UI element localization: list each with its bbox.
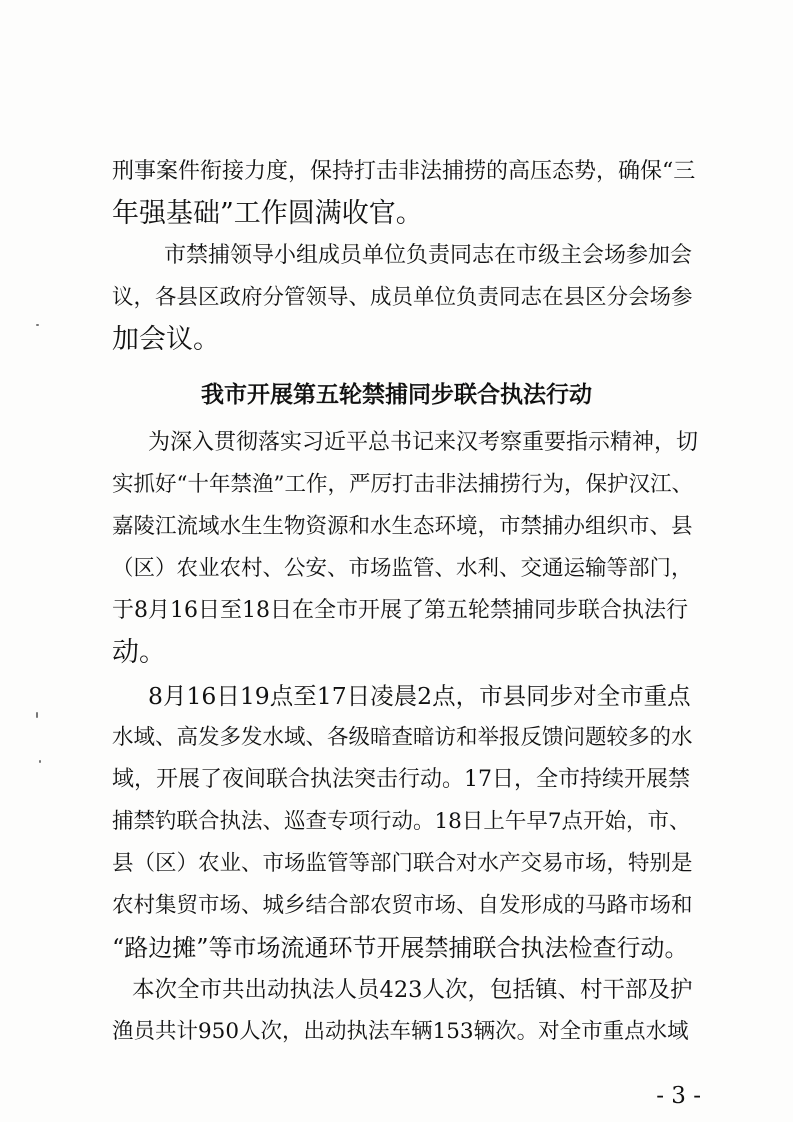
scan-speck xyxy=(39,760,41,763)
text-line: 本次全市共出动执法人员423人次，包括镇、村干部及护 xyxy=(132,977,693,1003)
text-line: 为深入贯彻落实习近平总书记来汉考察重要指示精神，切 xyxy=(148,430,699,455)
text-line: 农村集贸市场、城乡结合部农贸市场、自发形成的马路市场和 xyxy=(112,893,693,918)
text-line: 渔员共计950人次，出动执法车辆153辆次。对全市重点水域 xyxy=(112,1019,689,1044)
text-line: 于8月16日至18日在全市开展了第五轮禁捕同步联合执法行 xyxy=(112,598,688,623)
text-line: 捕禁钓联合执法、巡查专项行动。18日上午早7点开始，市、 xyxy=(112,809,691,834)
scan-speck xyxy=(36,324,39,326)
text-line: 嘉陵江流域水生生物资源和水生态环境，市禁捕办组织市、县 xyxy=(112,514,693,539)
text-line: 动。 xyxy=(112,637,166,668)
text-line: （区）农业农村、公安、市场监管、水利、交通运输等部门， xyxy=(112,556,693,581)
text-line: 域，开展了夜间联合执法突击行动。17日，全市持续开展禁 xyxy=(112,767,690,792)
scan-speck xyxy=(36,712,38,718)
text-line: 市禁捕领导小组成员单位负责同志在市级主会场参加会 xyxy=(164,243,693,268)
page-number: - 3 - xyxy=(656,1083,701,1109)
section-heading: 我市开展第五轮禁捕同步联合执法行动 xyxy=(201,382,592,408)
text-line: 加会议。 xyxy=(112,324,220,355)
text-line: 水域、高发多发水域、各级暗查暗访和举报反馈问题较多的水 xyxy=(112,725,693,750)
text-line: 县（区）农业、市场监管等部门联合对水产交易市场，特别是 xyxy=(112,851,693,876)
text-line: 年强基础”工作圆满收官。 xyxy=(112,198,423,229)
text-line: 议，各县区政府分管领导、成员单位负责同志在县区分会场参 xyxy=(112,285,693,310)
text-line: 8月16日19点至17日凌晨2点，市县同步对全市重点 xyxy=(148,682,691,710)
text-line: 刑事案件衔接力度，保持打击非法捕捞的高压态势，确保“三 xyxy=(112,159,696,184)
text-line: 实抓好“十年禁渔”工作，严厉打击非法捕捞行为，保护汉江、 xyxy=(112,472,693,497)
text-line: “路边摊”等市场流通环节开展禁捕联合执法检查行动。 xyxy=(112,934,689,962)
